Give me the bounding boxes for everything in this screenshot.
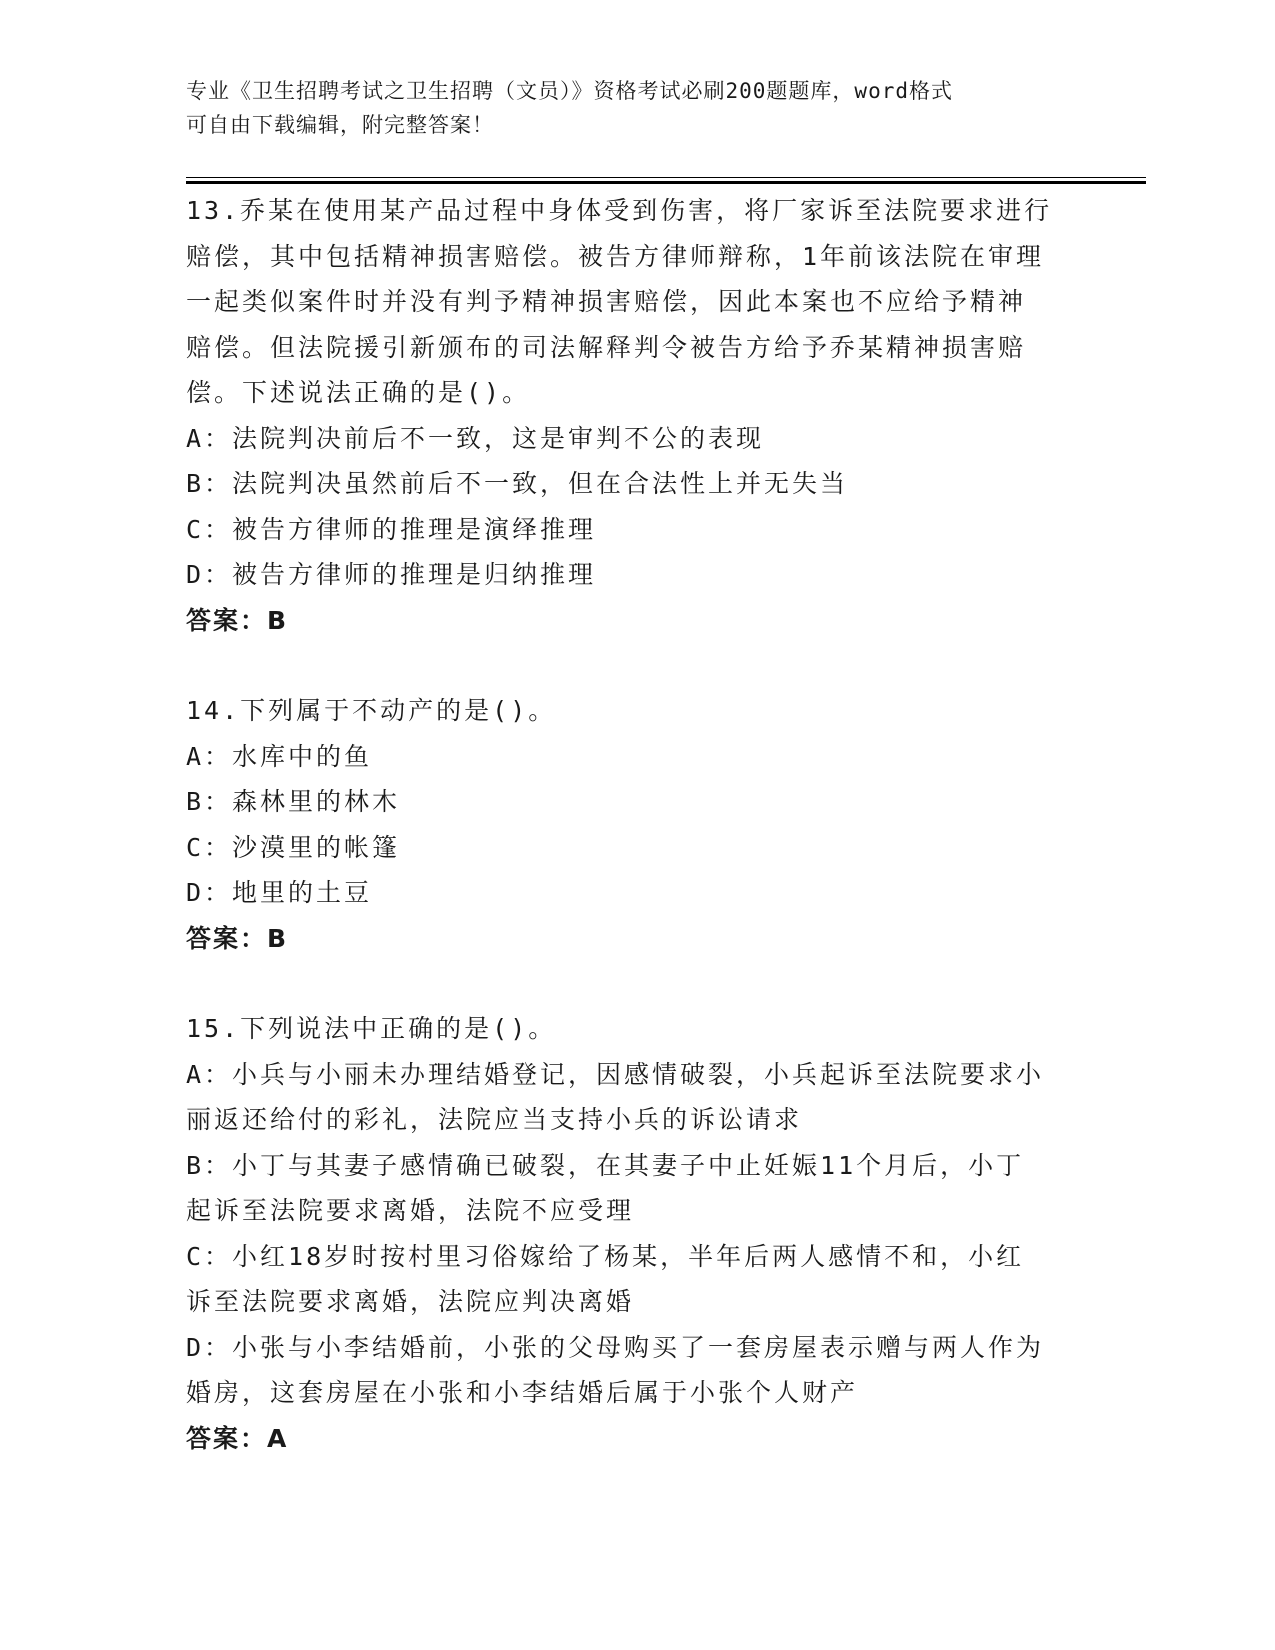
option-b: [186, 1143, 1086, 1234]
stem-line: 一起类似案件时并没有判予精神损害赔偿，因此本案也不应给予精神: [186, 287, 1027, 316]
option-line: 婚房，这套房屋在小张和小李结婚后属于小张个人财产: [186, 1378, 859, 1407]
option-c: [186, 825, 1086, 871]
option-line: 诉至法院要求离婚，法院应判决离婚: [186, 1287, 635, 1316]
option-d: [186, 1325, 1086, 1416]
option-a: [186, 734, 1086, 780]
question-stem: [186, 188, 1086, 416]
option-line: A：水库中的鱼: [186, 741, 373, 771]
header-divider-thin: [186, 177, 1146, 178]
option-line: C：小红18岁时按村里习俗嫁给了杨某，半年后两人感情不和，小红: [186, 1241, 1025, 1271]
document-header: [186, 74, 1086, 142]
answer-line: 答案：B: [186, 923, 289, 953]
stem-line: 13.乔某在使用某产品过程中身体受到伤害，将厂家诉至法院要求进行: [186, 196, 1053, 225]
answer-line: 答案：B: [186, 605, 289, 635]
option-b: [186, 461, 1086, 507]
option-line: C：沙漠里的帐篷: [186, 832, 401, 862]
header-divider-thick: [186, 181, 1146, 184]
option-c: [186, 1234, 1086, 1325]
option-line: B：森林里的林木: [186, 787, 401, 816]
stem-line: 偿。下述说法正确的是()。: [186, 378, 531, 407]
option-line: C：被告方律师的推理是演绎推理: [186, 514, 597, 544]
option-a: [186, 1052, 1086, 1143]
question-15: [186, 1006, 1086, 1461]
stem-line: 14.下列属于不动产的是()。: [186, 696, 557, 725]
option-line: 起诉至法院要求离婚，法院不应受理: [186, 1196, 635, 1225]
option-d: [186, 870, 1086, 916]
option-line: B：法院判决虽然前后不一致，但在合法性上并无失当: [186, 469, 849, 498]
question-stem: [186, 688, 1086, 734]
option-line: B：小丁与其妻子感情确已破裂，在其妻子中止妊娠11个月后，小丁: [186, 1150, 1025, 1180]
option-line: 丽返还给付的彩礼，法院应当支持小兵的诉讼请求: [186, 1105, 803, 1134]
question-stem: [186, 1006, 1086, 1052]
stem-line: 15.下列说法中正确的是()。: [186, 1014, 557, 1043]
option-c: [186, 507, 1086, 553]
option-a: [186, 416, 1086, 462]
option-line: D：被告方律师的推理是归纳推理: [186, 560, 597, 589]
header-line: 可自由下载编辑，附完整答案！: [186, 113, 494, 137]
option-d: [186, 552, 1086, 598]
option-line: D：地里的土豆: [186, 878, 373, 907]
question-list: [186, 188, 1086, 1461]
header-line: 专业《卫生招聘考试之卫生招聘（文员）》资格考试必刷200题题库，word格式: [186, 79, 953, 103]
stem-line: 赔偿，其中包括精神损害赔偿。被告方律师辩称，1年前该法院在审理: [186, 241, 1045, 271]
stem-line: 赔偿。但法院援引新颁布的司法解释判令被告方给予乔某精神损害赔: [186, 332, 1027, 362]
question-14: [186, 688, 1086, 961]
question-13: [186, 188, 1086, 643]
option-line: A：小兵与小丽未办理结婚登记，因感情破裂，小兵起诉至法院要求小: [186, 1059, 1045, 1089]
option-line: A：法院判决前后不一致，这是审判不公的表现: [186, 423, 765, 453]
option-line: D：小张与小李结婚前，小张的父母购买了一套房屋表示赠与两人作为: [186, 1332, 1045, 1362]
option-b: [186, 779, 1086, 825]
answer-line: 答案：A: [186, 1423, 289, 1453]
